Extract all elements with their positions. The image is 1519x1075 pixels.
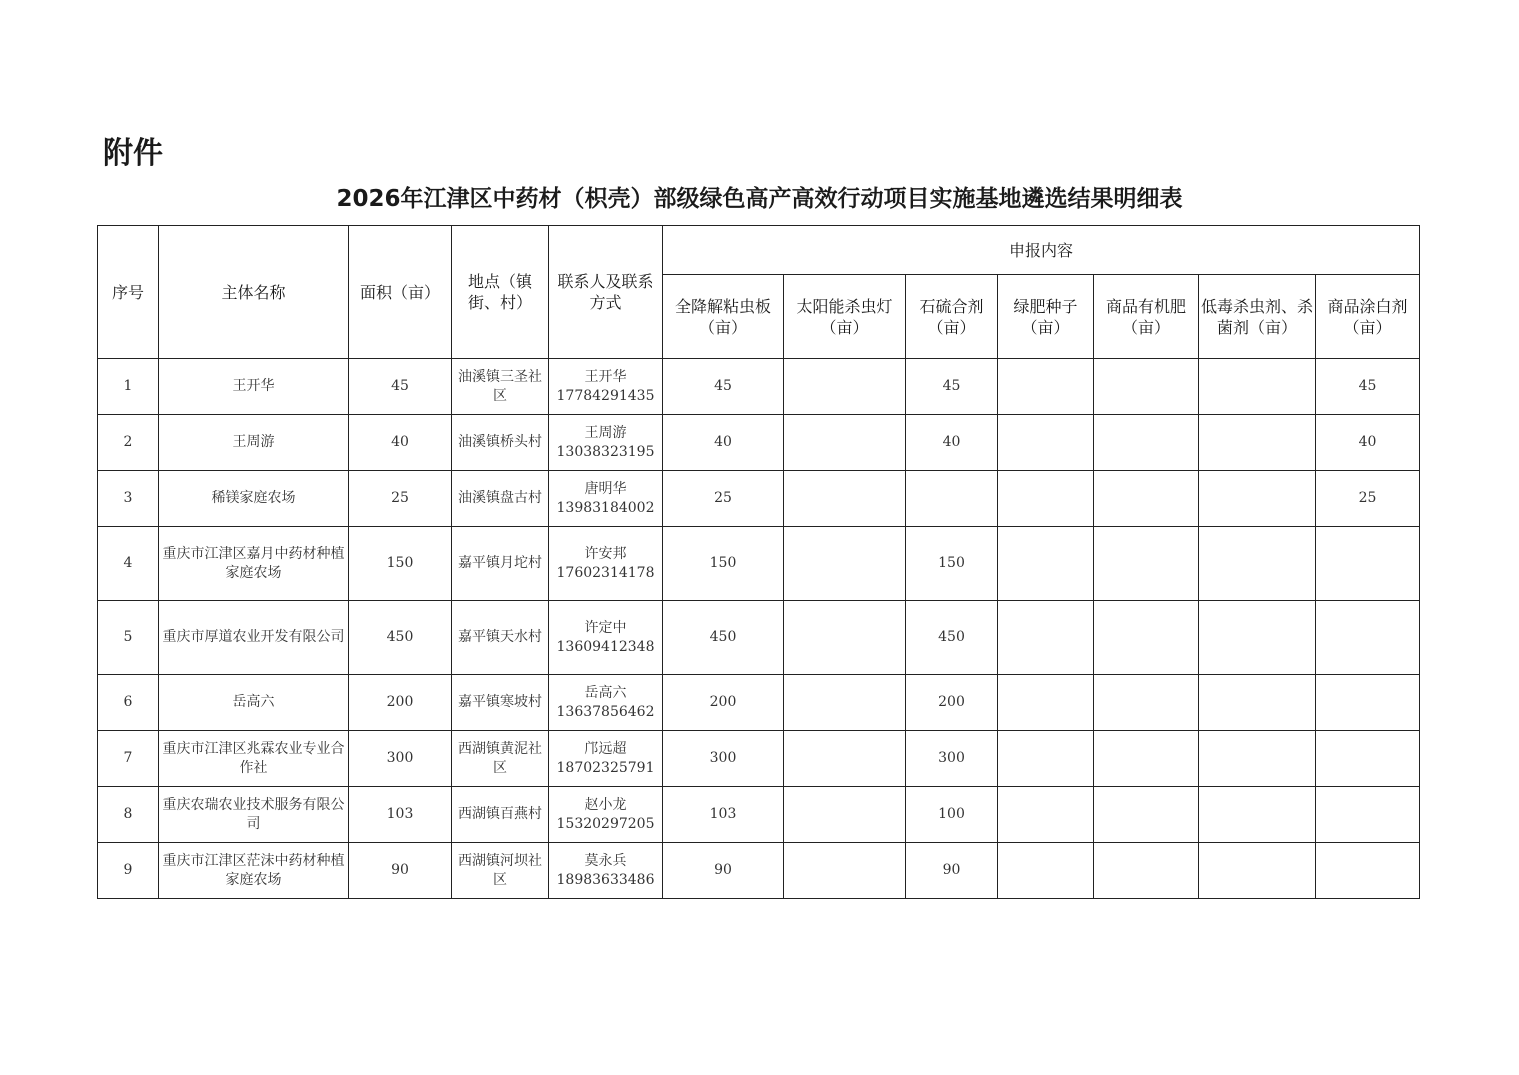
entity-name-cell: 岳高六 bbox=[159, 675, 349, 731]
sticky-board-cell: 40 bbox=[663, 415, 784, 471]
sticky-board-cell: 200 bbox=[663, 675, 784, 731]
header-low-toxicity-pesticide: 低毒杀虫剂、杀菌剂（亩） bbox=[1199, 275, 1316, 359]
insect-lamp-cell bbox=[784, 843, 906, 899]
header-application-content: 申报内容 bbox=[663, 226, 1420, 275]
contact-cell bbox=[549, 843, 663, 899]
document-title: 2026年江津区中药材（枳壳）部级绿色高产高效行动项目实施基地遴选结果明细表 bbox=[336, 186, 1183, 212]
pesticide-cell bbox=[1199, 675, 1316, 731]
table-row bbox=[98, 415, 1420, 471]
insect-lamp-cell bbox=[784, 527, 906, 601]
insect-lamp-cell bbox=[784, 471, 906, 527]
contact-person: 王开华 bbox=[584, 368, 627, 385]
green-manure-cell bbox=[998, 731, 1094, 787]
sticky-board-cell: 103 bbox=[663, 787, 784, 843]
whitewash-cell bbox=[1316, 843, 1420, 899]
green-manure-cell bbox=[998, 787, 1094, 843]
organic-fertilizer-cell bbox=[1094, 415, 1199, 471]
contact-cell bbox=[549, 527, 663, 601]
whitewash-cell bbox=[1316, 675, 1420, 731]
contact-phone: 13983184002 bbox=[556, 499, 655, 516]
row-index-cell: 4 bbox=[98, 527, 159, 601]
sticky-board-cell: 25 bbox=[663, 471, 784, 527]
table-row bbox=[98, 787, 1420, 843]
whitewash-cell bbox=[1316, 731, 1420, 787]
whitewash-cell: 40 bbox=[1316, 415, 1420, 471]
row-index-cell: 8 bbox=[98, 787, 159, 843]
location-cell: 嘉平镇天水村 bbox=[452, 601, 549, 675]
results-table bbox=[97, 225, 1420, 899]
row-index-cell: 3 bbox=[98, 471, 159, 527]
insect-lamp-cell bbox=[784, 415, 906, 471]
attachment-label: 附件 bbox=[103, 136, 163, 171]
organic-fertilizer-cell bbox=[1094, 843, 1199, 899]
header-contact: 联系人及联系方式 bbox=[549, 226, 663, 359]
green-manure-cell bbox=[998, 601, 1094, 675]
contact-person: 邝远超 bbox=[584, 740, 627, 757]
contact-person: 莫永兵 bbox=[584, 852, 627, 869]
sticky-board-cell: 150 bbox=[663, 527, 784, 601]
contact-phone: 15320297205 bbox=[556, 815, 655, 832]
pesticide-cell bbox=[1199, 787, 1316, 843]
area-cell: 300 bbox=[349, 731, 452, 787]
entity-name-cell: 重庆市厚道农业开发有限公司 bbox=[159, 601, 349, 675]
green-manure-cell bbox=[998, 527, 1094, 601]
green-manure-cell bbox=[998, 843, 1094, 899]
entity-name-cell: 重庆市江津区茫沫中药材种植家庭农场 bbox=[159, 843, 349, 899]
insect-lamp-cell bbox=[784, 787, 906, 843]
header-degradable-sticky-board: 全降解粘虫板（亩） bbox=[663, 275, 784, 359]
header-solar-insect-lamp: 太阳能杀虫灯（亩） bbox=[784, 275, 906, 359]
location-cell: 西湖镇黄泥社区 bbox=[452, 731, 549, 787]
organic-fertilizer-cell bbox=[1094, 527, 1199, 601]
contact-person: 唐明华 bbox=[584, 480, 627, 497]
insect-lamp-cell bbox=[784, 675, 906, 731]
header-green-manure-seed: 绿肥种子（亩） bbox=[998, 275, 1094, 359]
area-cell: 25 bbox=[349, 471, 452, 527]
contact-cell bbox=[549, 787, 663, 843]
area-cell: 90 bbox=[349, 843, 452, 899]
contact-person: 赵小龙 bbox=[584, 796, 627, 813]
insect-lamp-cell bbox=[784, 359, 906, 415]
entity-name-cell: 稀镁家庭农场 bbox=[159, 471, 349, 527]
location-cell: 嘉平镇寒坡村 bbox=[452, 675, 549, 731]
lime-sulfur-cell: 300 bbox=[906, 731, 998, 787]
entity-name-cell: 重庆市江津区兆霖农业专业合作社 bbox=[159, 731, 349, 787]
contact-cell bbox=[549, 601, 663, 675]
sticky-board-cell: 300 bbox=[663, 731, 784, 787]
contact-cell bbox=[549, 675, 663, 731]
location-cell: 油溪镇三圣社区 bbox=[452, 359, 549, 415]
lime-sulfur-cell bbox=[906, 471, 998, 527]
entity-name-cell: 重庆农瑞农业技术服务有限公司 bbox=[159, 787, 349, 843]
pesticide-cell bbox=[1199, 731, 1316, 787]
organic-fertilizer-cell bbox=[1094, 359, 1199, 415]
green-manure-cell bbox=[998, 415, 1094, 471]
pesticide-cell bbox=[1199, 601, 1316, 675]
lime-sulfur-cell: 150 bbox=[906, 527, 998, 601]
insect-lamp-cell bbox=[784, 601, 906, 675]
entity-name-cell: 王开华 bbox=[159, 359, 349, 415]
location-cell: 西湖镇河坝社区 bbox=[452, 843, 549, 899]
location-cell: 油溪镇桥头村 bbox=[452, 415, 549, 471]
sticky-board-cell: 450 bbox=[663, 601, 784, 675]
header-index: 序号 bbox=[98, 226, 159, 359]
entity-name-cell: 重庆市江津区嘉月中药材种植家庭农场 bbox=[159, 527, 349, 601]
location-cell: 嘉平镇月坨村 bbox=[452, 527, 549, 601]
entity-name-cell: 王周游 bbox=[159, 415, 349, 471]
pesticide-cell bbox=[1199, 415, 1316, 471]
location-cell: 油溪镇盘古村 bbox=[452, 471, 549, 527]
contact-person: 王周游 bbox=[584, 424, 627, 441]
table-row bbox=[98, 359, 1420, 415]
organic-fertilizer-cell bbox=[1094, 675, 1199, 731]
header-whitewash: 商品涂白剂（亩） bbox=[1316, 275, 1420, 359]
area-cell: 450 bbox=[349, 601, 452, 675]
pesticide-cell bbox=[1199, 527, 1316, 601]
sticky-board-cell: 90 bbox=[663, 843, 784, 899]
organic-fertilizer-cell bbox=[1094, 601, 1199, 675]
header-area: 面积（亩） bbox=[349, 226, 452, 359]
pesticide-cell bbox=[1199, 359, 1316, 415]
contact-phone: 18702325791 bbox=[556, 759, 655, 776]
contact-cell bbox=[549, 731, 663, 787]
contact-person: 许定中 bbox=[584, 619, 627, 636]
row-index-cell: 5 bbox=[98, 601, 159, 675]
insect-lamp-cell bbox=[784, 731, 906, 787]
contact-cell bbox=[549, 359, 663, 415]
whitewash-cell bbox=[1316, 527, 1420, 601]
table-body bbox=[98, 359, 1420, 899]
row-index-cell: 7 bbox=[98, 731, 159, 787]
contact-cell bbox=[549, 471, 663, 527]
row-index-cell: 6 bbox=[98, 675, 159, 731]
pesticide-cell bbox=[1199, 843, 1316, 899]
green-manure-cell bbox=[998, 675, 1094, 731]
table-row bbox=[98, 731, 1420, 787]
area-cell: 150 bbox=[349, 527, 452, 601]
header-lime-sulfur: 石硫合剂（亩） bbox=[906, 275, 998, 359]
table-row bbox=[98, 675, 1420, 731]
lime-sulfur-cell: 90 bbox=[906, 843, 998, 899]
area-cell: 200 bbox=[349, 675, 452, 731]
sticky-board-cell: 45 bbox=[663, 359, 784, 415]
location-cell: 西湖镇百燕村 bbox=[452, 787, 549, 843]
green-manure-cell bbox=[998, 471, 1094, 527]
organic-fertilizer-cell bbox=[1094, 731, 1199, 787]
table-row bbox=[98, 843, 1420, 899]
lime-sulfur-cell: 100 bbox=[906, 787, 998, 843]
table-row bbox=[98, 527, 1420, 601]
contact-phone: 17784291435 bbox=[556, 387, 655, 404]
organic-fertilizer-cell bbox=[1094, 471, 1199, 527]
area-cell: 40 bbox=[349, 415, 452, 471]
lime-sulfur-cell: 450 bbox=[906, 601, 998, 675]
header-organic-fertilizer: 商品有机肥（亩） bbox=[1094, 275, 1199, 359]
row-index-cell: 9 bbox=[98, 843, 159, 899]
pesticide-cell bbox=[1199, 471, 1316, 527]
table-row bbox=[98, 471, 1420, 527]
contact-phone: 17602314178 bbox=[556, 564, 655, 581]
area-cell: 45 bbox=[349, 359, 452, 415]
contact-phone: 13038323195 bbox=[556, 443, 655, 460]
organic-fertilizer-cell bbox=[1094, 787, 1199, 843]
area-cell: 103 bbox=[349, 787, 452, 843]
contact-phone: 18983633486 bbox=[556, 871, 655, 888]
whitewash-cell: 25 bbox=[1316, 471, 1420, 527]
whitewash-cell: 45 bbox=[1316, 359, 1420, 415]
whitewash-cell bbox=[1316, 787, 1420, 843]
table-row bbox=[98, 601, 1420, 675]
contact-person: 许安邦 bbox=[584, 545, 627, 562]
lime-sulfur-cell: 200 bbox=[906, 675, 998, 731]
contact-cell bbox=[549, 415, 663, 471]
lime-sulfur-cell: 40 bbox=[906, 415, 998, 471]
row-index-cell: 1 bbox=[98, 359, 159, 415]
contact-phone: 13609412348 bbox=[556, 638, 655, 655]
header-entity: 主体名称 bbox=[159, 226, 349, 359]
row-index-cell: 2 bbox=[98, 415, 159, 471]
green-manure-cell bbox=[998, 359, 1094, 415]
header-location: 地点（镇街、村） bbox=[452, 226, 549, 359]
contact-phone: 13637856462 bbox=[556, 703, 655, 720]
lime-sulfur-cell: 45 bbox=[906, 359, 998, 415]
whitewash-cell bbox=[1316, 601, 1420, 675]
contact-person: 岳高六 bbox=[584, 684, 627, 701]
